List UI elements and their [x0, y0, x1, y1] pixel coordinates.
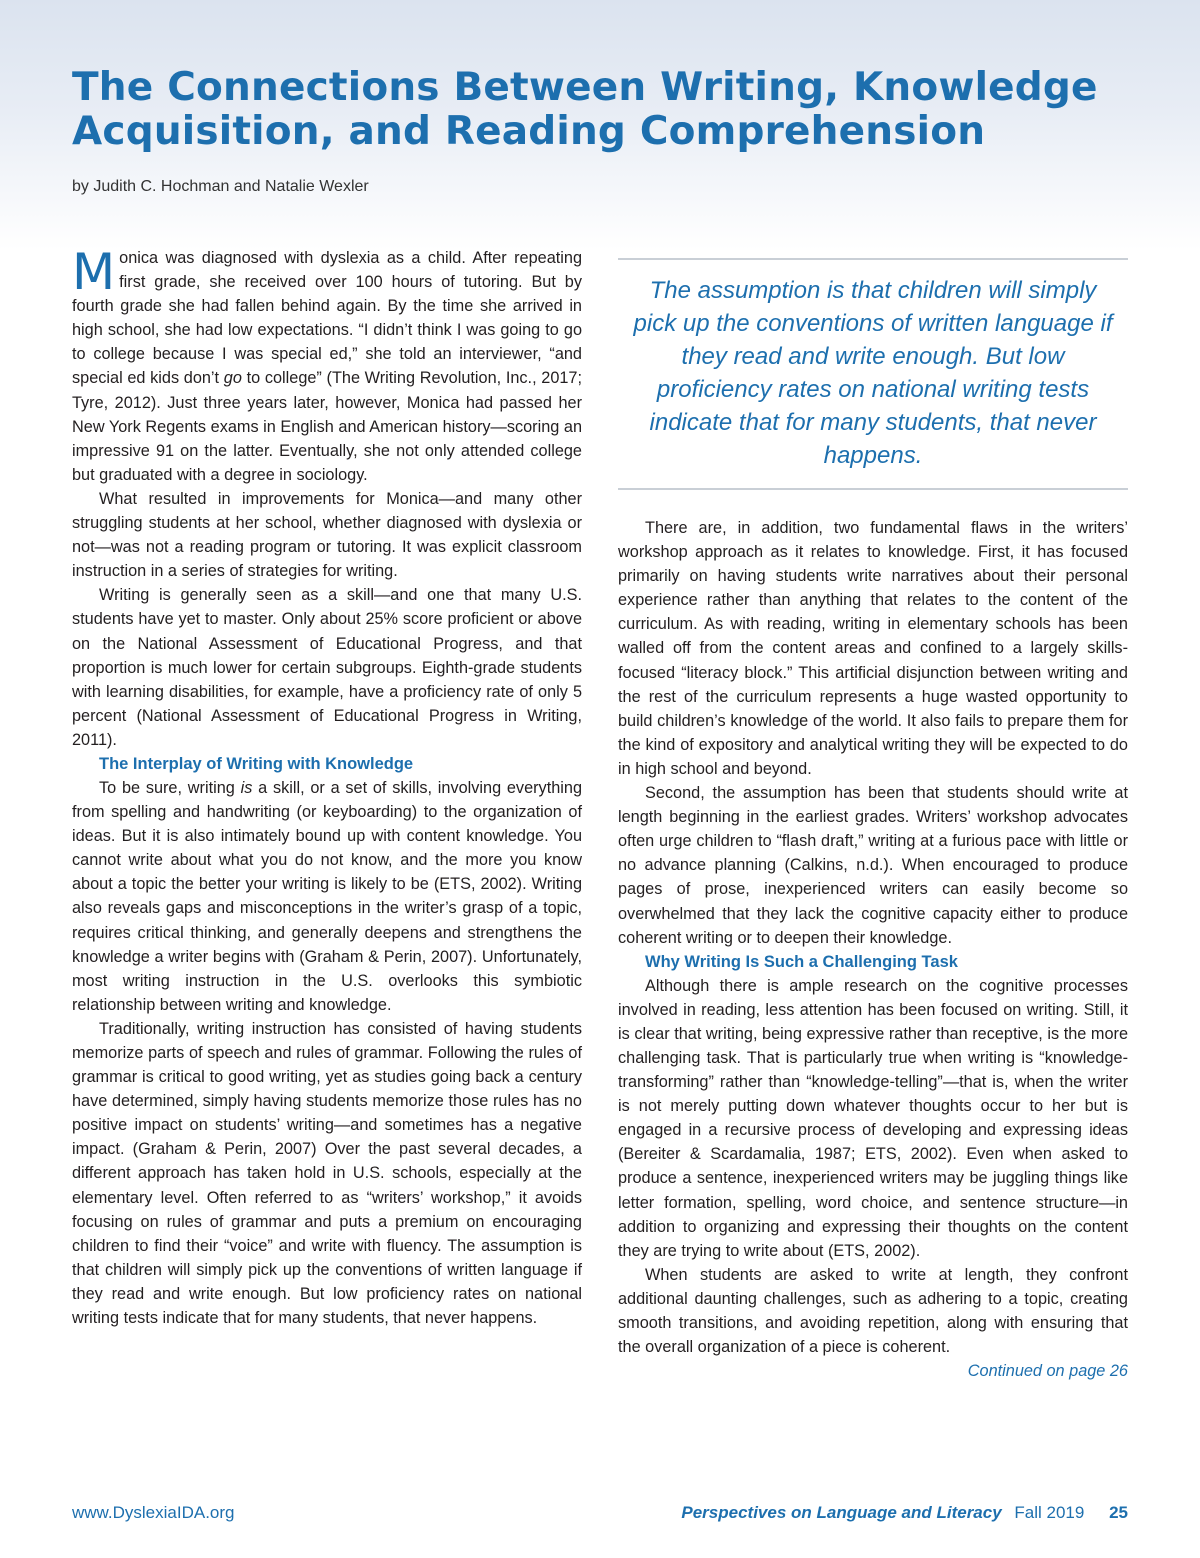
right-column: [618, 246, 1128, 1383]
issue-date: Fall 2019: [1014, 1503, 1085, 1522]
journal-name: Perspectives on Language and Literacy: [681, 1503, 1002, 1522]
intro-paragraph: [72, 243, 583, 487]
pull-quote: The assumption is that children will simply pick up the conventions of written language if they read and write enough. But low proficiency rates on national writing tests indicate that for many students, that never happens.: [618, 258, 1128, 490]
footer-website-link[interactable]: www.DyslexiaIDA.org: [72, 1503, 235, 1522]
intro-italic: go: [223, 369, 242, 388]
paragraph: Although there is ample research on the cognitive processes involved in reading, less attention has been focused on writing. Still, it is clear that writing, being expressive rather than receptive, is the more challenging task. That is particularly true when writing is “knowledge-transforming” rather than “knowledge-telling”—that is, when the writer is not merely putting down whatever thoughts occur to her but is engaged in a recursive process of developing and expressing ideas (Bereiter & Scardamalia, 1987; ETS, 2002). Even when asked to produce a sentence, inexperienced writers may be juggling things like letter formation, spelling, word choice, and sentence structure—in addition to organizing and expressing their thoughts on the content they are trying to write about (ETS, 2002).: [618, 976, 1128, 1260]
title-line-2: Acquisition, and Reading Comprehension: [72, 109, 986, 154]
page-footer: [72, 1500, 1128, 1526]
section-heading: Why Writing Is Such a Challenging Task: [645, 952, 958, 971]
left-column: [72, 243, 583, 1330]
drop-cap: M: [72, 243, 116, 301]
byline: by Judith C. Hochman and Natalie Wexler: [72, 178, 369, 195]
footer-publication: [681, 1500, 1128, 1526]
paragraph: There are, in addition, two fundamental flaws in the writers’ workshop approach as it relates to knowledge. First, it has focused primarily on having students write narratives about their personal experience rather than anything that relates to the content of the curriculum. As with reading, writing in elementary schools has been walled off from the content areas and confined to a largely skills-focused “literacy block.” This artificial disjunction between writing and the rest of the curriculum represents a huge wasted opportunity to build children’s knowledge of the world. It also fails to prepare them for the kind of expository and analytical writing they will be expected to do in high school and beyond.: [618, 519, 1128, 778]
article-title: [72, 66, 1132, 154]
page-number: 25: [1109, 1503, 1128, 1522]
paragraph-start: To be sure, writing: [99, 778, 235, 797]
paragraph: When students are asked to write at length, they confront additional daunting challenges, such as adhering to a topic, creating smooth transitions, and avoiding repetition, along with ensuring that the overall organization of a piece is coherent.: [618, 1265, 1128, 1357]
intro-tail: to college” (The Writing Revolution, Inc., 2017; Tyre, 2012). Just three years later, however, Monica had passed her New York Regents exams in English and American history—scoring an impressive 91 on the latter. Eventually, she not only attended college but graduated with a degree in sociology.: [72, 369, 583, 484]
paragraph: What resulted in improvements for Monica—and many other struggling students at her school, whether diagnosed with dyslexia or not—was not a reading program or tutoring. It was explicit classroom instruction in a series of strategies for writing.: [72, 489, 582, 581]
paragraph: [72, 776, 582, 1017]
paragraph: Second, the assumption has been that students should write at length beginning in the earliest grades. Writers’ workshop advocates often urge children to “flash draft,” writing at a furious pace with little or no advance planning (Calkins, n.d.). When encouraged to produce pages of prose, inexperienced writers can easily become so overwhelmed that they lack the cognitive capacity either to produce coherent writing or to deepen their knowledge.: [618, 784, 1128, 947]
continued-note: Continued on page 26: [967, 1362, 1128, 1381]
paragraph: Writing is generally seen as a skill—and one that many U.S. students have yet to master. Only about 25% score proficient or above on the National Assessment of Educational Progress, and that proportion is much lower for certain subgroups. Eighth-grade students with learning disabilities, for example, have a proficiency rate of only 5 percent (National Assessment of Educational Progress in Writing, 2011).: [72, 586, 582, 749]
paragraph-italic: is: [240, 778, 253, 797]
intro-text: onica was diagnosed with dyslexia as a child. After repeating first grade, she received over 100 hours of tutoring. But by fourth grade she had fallen behind again. By the time she arrived in high school, she had low expectations. “I didn’t think I was going to go to college because I was special ed,” she told an interviewer, “and special ed kids don’t: [72, 249, 582, 388]
pull-quote-spacer: [618, 490, 1128, 516]
paragraph: Traditionally, writing instruction has consisted of having students memorize parts of speech and rules of grammar. Following the rules of grammar is critical to good writing, yet as studies going back a century have determined, simply having students memorize those rules has no positive impact on students’ writing—and sometimes has a negative impact. (Graham & Perin, 2007) Over the past several decades, a different approach has taken hold in U.S. schools, especially at the elementary level. Often referred to as “writers’ workshop,” it avoids focusing on rules of grammar and puts a premium on encouraging children to find their “voice” and write with fluency. The assumption is that children will simply pick up the conventions of written language if they read and write enough. But low proficiency rates on national writing tests indicate that for many students, that never happens.: [72, 1019, 582, 1328]
section-heading: The Interplay of Writing with Knowledge: [99, 754, 414, 773]
paragraph-rest: a skill, or a set of skills, involving everything from spelling and handwriting (or keyboarding) to the organization of ideas. But it is also intimately bound up with content knowledge. You cannot write about what you do not know, and the more you know about a topic the better your writing is likely to be (ETS, 2002). Writing also reveals gaps and misconceptions in the writer’s grasp of a topic, requires critical thinking, and generally deepens and strengthens the knowledge a writer begins with (Graham & Perin, 2007). Unfortunately, most writing instruction in the U.S. overlooks this symbiotic relationship between writing and knowledge.: [72, 778, 582, 1014]
title-line-1: The Connections Between Writing, Knowledge: [72, 65, 1098, 110]
